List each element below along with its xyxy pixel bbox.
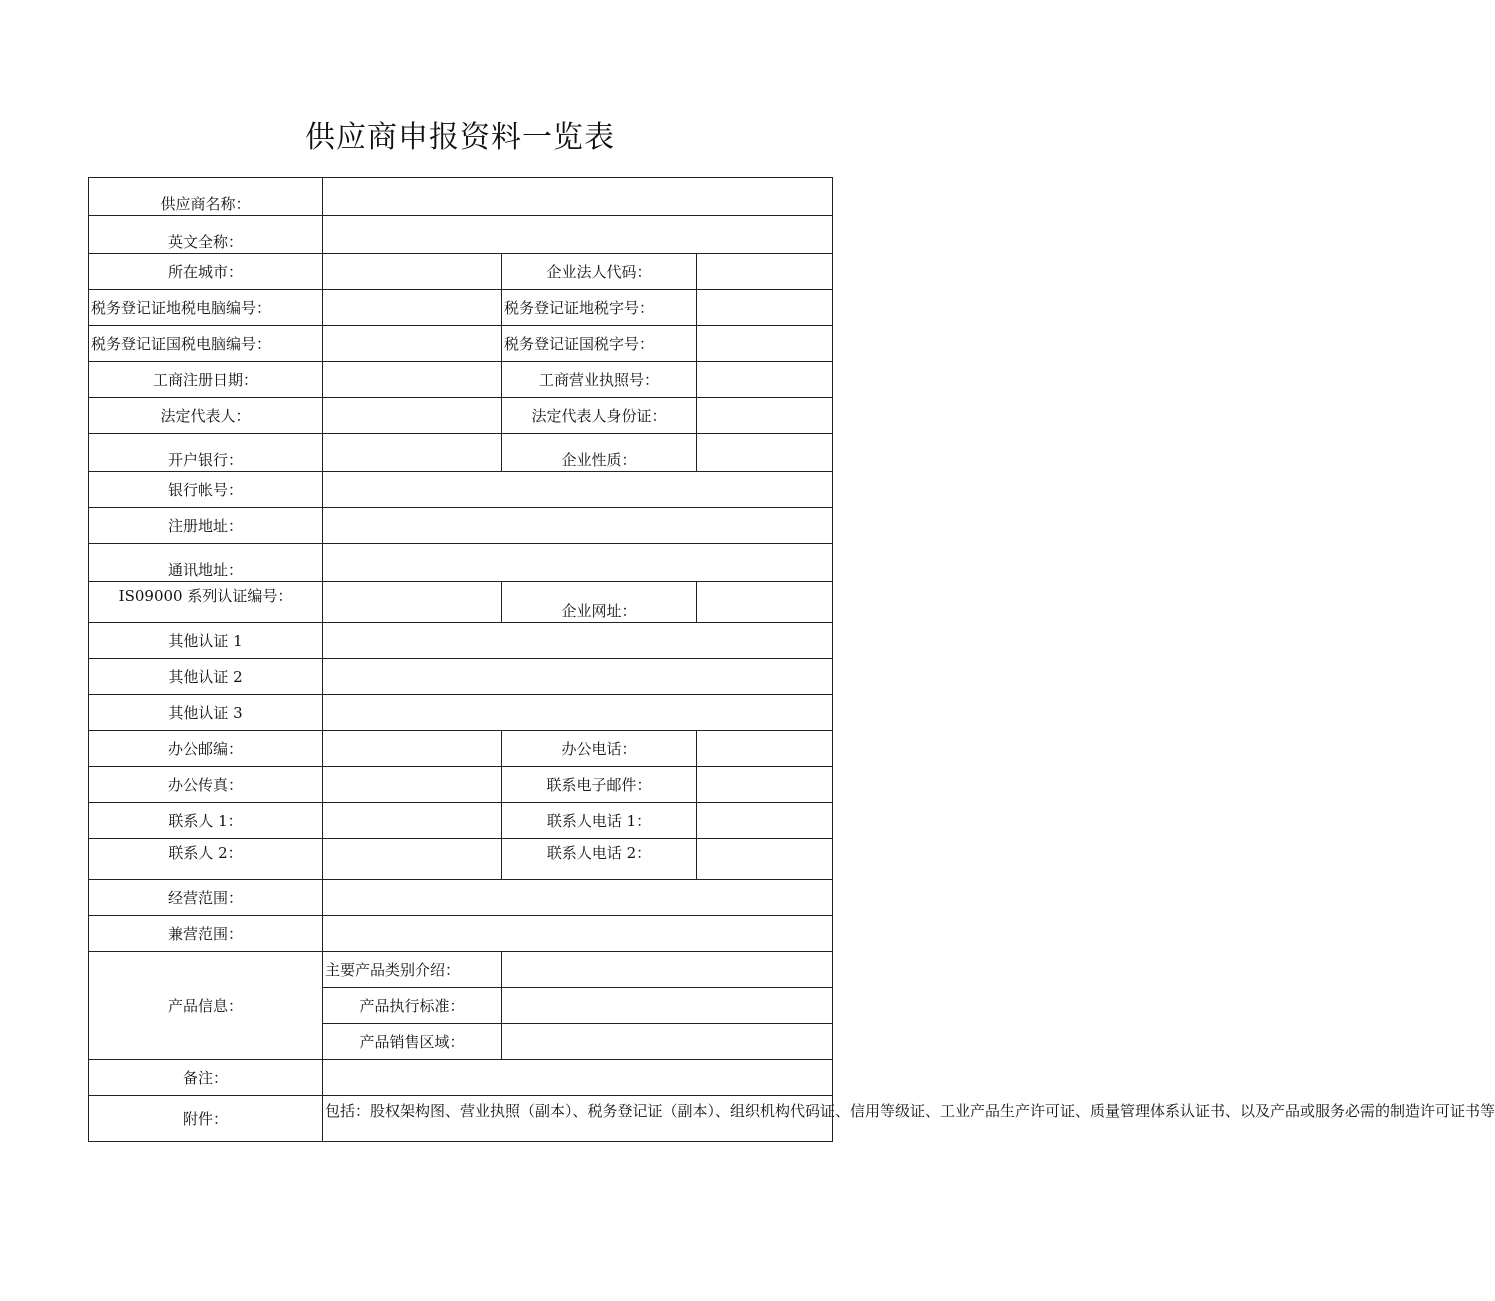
office-fax-field[interactable] xyxy=(323,767,502,803)
legal-rep-field[interactable] xyxy=(323,398,502,434)
english-name-field[interactable] xyxy=(323,216,833,254)
row-other-cert-3 xyxy=(89,695,833,731)
reg-date-field[interactable] xyxy=(323,362,502,398)
iso-no-label: IS09000 系列认证编号： xyxy=(89,582,323,623)
row-national-tax xyxy=(89,326,833,362)
legal-rep-id-field[interactable] xyxy=(697,398,833,434)
legal-code-label: 企业法人代码： xyxy=(502,254,697,290)
business-scope-label: 经营范围： xyxy=(89,880,323,916)
other-cert-1-field[interactable] xyxy=(323,623,833,659)
contact-2-field[interactable] xyxy=(323,839,502,880)
contact-1-field[interactable] xyxy=(323,803,502,839)
enterprise-nature-field[interactable] xyxy=(697,434,833,472)
contact-2-label: 联系人 2： xyxy=(89,839,323,880)
row-iso xyxy=(89,582,833,623)
row-other-cert-1 xyxy=(89,623,833,659)
bank-account-label: 银行帐号： xyxy=(89,472,323,508)
side-scope-label: 兼营范围： xyxy=(89,916,323,952)
contact-email-label: 联系电子邮件： xyxy=(502,767,697,803)
mail-address-label: 通讯地址： xyxy=(89,544,323,582)
sales-region-label: 产品销售区域： xyxy=(323,1024,502,1060)
national-tax-pc-label: 税务登记证国税电脑编号： xyxy=(89,326,323,362)
postcode-label: 办公邮编： xyxy=(89,731,323,767)
row-reg-address xyxy=(89,508,833,544)
row-local-tax xyxy=(89,290,833,326)
row-business-scope xyxy=(89,880,833,916)
row-supplier-name xyxy=(89,178,833,216)
legal-code-field[interactable] xyxy=(697,254,833,290)
row-contact-2 xyxy=(89,839,833,880)
office-phone-label: 办公电话： xyxy=(502,731,697,767)
other-cert-2-label: 其他认证 2 xyxy=(89,659,323,695)
row-remarks xyxy=(89,1060,833,1096)
website-label: 企业网址： xyxy=(502,582,697,623)
supplier-name-label: 供应商名称： xyxy=(89,178,323,216)
row-contact-1 xyxy=(89,803,833,839)
other-cert-3-label: 其他认证 3 xyxy=(89,695,323,731)
row-bank xyxy=(89,434,833,472)
bank-label: 开户银行： xyxy=(89,434,323,472)
side-scope-field[interactable] xyxy=(323,916,833,952)
contact-phone-2-label: 联系人电话 2： xyxy=(502,839,697,880)
contact-email-field[interactable] xyxy=(697,767,833,803)
mail-address-field[interactable] xyxy=(323,544,833,582)
legal-rep-id-label: 法定代表人身份证： xyxy=(502,398,697,434)
row-postcode xyxy=(89,731,833,767)
row-other-cert-2 xyxy=(89,659,833,695)
business-scope-field[interactable] xyxy=(323,880,833,916)
row-city xyxy=(89,254,833,290)
legal-rep-label: 法定代表人： xyxy=(89,398,323,434)
business-license-label: 工商营业执照号： xyxy=(502,362,697,398)
local-tax-pc-label: 税务登记证地税电脑编号： xyxy=(89,290,323,326)
contact-phone-1-label: 联系人电话 1： xyxy=(502,803,697,839)
national-tax-no-label: 税务登记证国税字号： xyxy=(502,326,697,362)
reg-date-label: 工商注册日期： xyxy=(89,362,323,398)
row-mail-address xyxy=(89,544,833,582)
national-tax-no-field[interactable] xyxy=(697,326,833,362)
other-cert-3-field[interactable] xyxy=(323,695,833,731)
product-info-label: 产品信息： xyxy=(89,952,323,1060)
attachments-label: 附件： xyxy=(89,1096,323,1142)
bank-account-field[interactable] xyxy=(323,472,833,508)
supplier-name-field[interactable] xyxy=(323,178,833,216)
contact-phone-2-field[interactable] xyxy=(697,839,833,880)
row-legal-rep xyxy=(89,398,833,434)
row-english-name xyxy=(89,216,833,254)
row-bank-account xyxy=(89,472,833,508)
row-fax xyxy=(89,767,833,803)
business-license-field[interactable] xyxy=(697,362,833,398)
office-phone-field[interactable] xyxy=(697,731,833,767)
national-tax-pc-field[interactable] xyxy=(323,326,502,362)
remarks-label: 备注： xyxy=(89,1060,323,1096)
product-standard-field[interactable] xyxy=(502,988,833,1024)
row-registration xyxy=(89,362,833,398)
bank-field[interactable] xyxy=(323,434,502,472)
contact-phone-1-field[interactable] xyxy=(697,803,833,839)
remarks-field[interactable] xyxy=(323,1060,833,1096)
page-title: 供应商申报资料一览表 xyxy=(305,120,615,155)
row-side-scope xyxy=(89,916,833,952)
main-products-field[interactable] xyxy=(502,952,833,988)
other-cert-2-field[interactable] xyxy=(323,659,833,695)
contact-1-label: 联系人 1： xyxy=(89,803,323,839)
postcode-field[interactable] xyxy=(323,731,502,767)
iso-no-field[interactable] xyxy=(323,582,502,623)
office-fax-label: 办公传真： xyxy=(89,767,323,803)
website-field[interactable] xyxy=(697,582,833,623)
sales-region-field[interactable] xyxy=(502,1024,833,1060)
city-label: 所在城市： xyxy=(89,254,323,290)
row-attachments xyxy=(89,1096,833,1142)
reg-address-field[interactable] xyxy=(323,508,833,544)
main-products-label: 主要产品类别介绍： xyxy=(323,952,502,988)
row-product-main xyxy=(89,952,833,988)
english-name-label: 英文全称： xyxy=(89,216,323,254)
other-cert-1-label: 其他认证 1 xyxy=(89,623,323,659)
city-field[interactable] xyxy=(323,254,502,290)
product-standard-label: 产品执行标准： xyxy=(323,988,502,1024)
local-tax-no-label: 税务登记证地税字号： xyxy=(502,290,697,326)
attachments-note: 包括：股权架构图、营业执照（副本）、税务登记证（副本）、组织机构代码证、信用等级证、工业产品生产许可证、质量管理体系认证书、以及产品或服务必需的制造许可证书等 xyxy=(323,1096,833,1142)
reg-address-label: 注册地址： xyxy=(89,508,323,544)
enterprise-nature-label: 企业性质： xyxy=(502,434,697,472)
local-tax-pc-field[interactable] xyxy=(323,290,502,326)
supplier-form-table xyxy=(88,177,1495,1142)
local-tax-no-field[interactable] xyxy=(697,290,833,326)
